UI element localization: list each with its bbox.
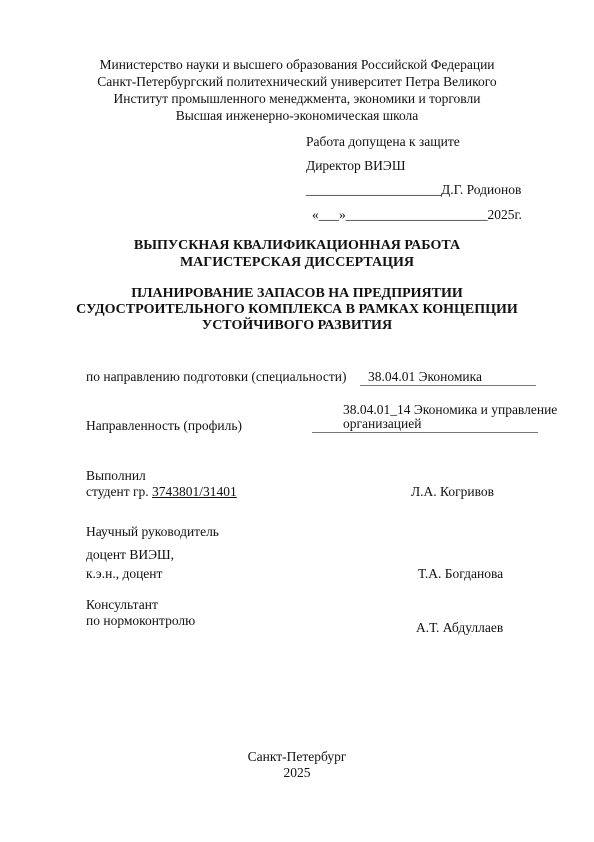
direction-value: 38.04.01 Экономика bbox=[368, 369, 482, 384]
supervisor-label: Научный руководитель bbox=[86, 524, 219, 539]
topic-line-2: СУДОСТРОИТЕЛЬНОГО КОМПЛЕКСА В РАМКАХ КОНЦЕПЦИИ bbox=[76, 302, 518, 317]
admitted-text: Работа допущена к защите bbox=[306, 134, 460, 149]
topic-line-1: ПЛАНИРОВАНИЕ ЗАПАСОВ НА ПРЕДПРИЯТИИ bbox=[131, 286, 463, 301]
institute-line: Институт промышленного менеджмента, экономики и торговли bbox=[113, 91, 481, 106]
consultant-role: по нормоконтролю bbox=[86, 613, 196, 628]
school-line: Высшая инженерно-экономическая школа bbox=[175, 108, 419, 123]
university-line: Санкт-Петербургский политехнический университет Петра Великого bbox=[97, 74, 497, 89]
ministry-line: Министерство науки и высшего образования Российской Федерации bbox=[99, 57, 495, 72]
director-title: Директор ВИЭШ bbox=[306, 158, 406, 173]
profile-label: Направленность (профиль) bbox=[86, 418, 242, 433]
supervisor-position-2: к.э.н., доцент bbox=[86, 566, 163, 581]
signature-line: ____________________ bbox=[306, 182, 441, 197]
profile-value-line-1: 38.04.01_14 Экономика и управление bbox=[343, 402, 558, 417]
date-row bbox=[312, 207, 522, 223]
performer-student bbox=[86, 484, 237, 500]
consultant-label: Консультант bbox=[86, 597, 158, 612]
work-type-title: ВЫПУСКНАЯ КВАЛИФИКАЦИОННАЯ РАБОТА bbox=[133, 238, 461, 253]
date-year: 2025г. bbox=[487, 207, 522, 222]
work-type-subtitle: МАГИСТЕРСКАЯ ДИССЕРТАЦИЯ bbox=[179, 255, 415, 270]
supervisor-name: Т.А. Богданова bbox=[418, 566, 504, 581]
date-day: «___» bbox=[312, 207, 346, 222]
footer-year: 2025 bbox=[283, 765, 311, 780]
supervisor-position-1: доцент ВИЭШ, bbox=[86, 547, 174, 562]
date-line: _____________________ bbox=[345, 207, 488, 222]
consultant-name: А.Т. Абдуллаев bbox=[416, 620, 504, 635]
profile-field bbox=[312, 416, 538, 433]
direction-field bbox=[360, 369, 536, 386]
performer-name: Л.А. Когривов bbox=[411, 484, 495, 499]
direction-label: по направлению подготовки (специальности) bbox=[86, 369, 347, 384]
director-signature-row bbox=[306, 182, 521, 198]
student-prefix: студент гр. bbox=[86, 484, 153, 499]
director-name: Д.Г. Родионов bbox=[441, 182, 522, 197]
student-group: 3743801/31401 bbox=[152, 484, 237, 499]
topic-line-3: УСТОЙЧИВОГО РАЗВИТИЯ bbox=[201, 318, 393, 333]
performer-label: Выполнил bbox=[86, 468, 146, 483]
profile-value-line-2: организацией bbox=[343, 416, 422, 431]
footer-city: Санкт-Петербург bbox=[247, 749, 347, 764]
